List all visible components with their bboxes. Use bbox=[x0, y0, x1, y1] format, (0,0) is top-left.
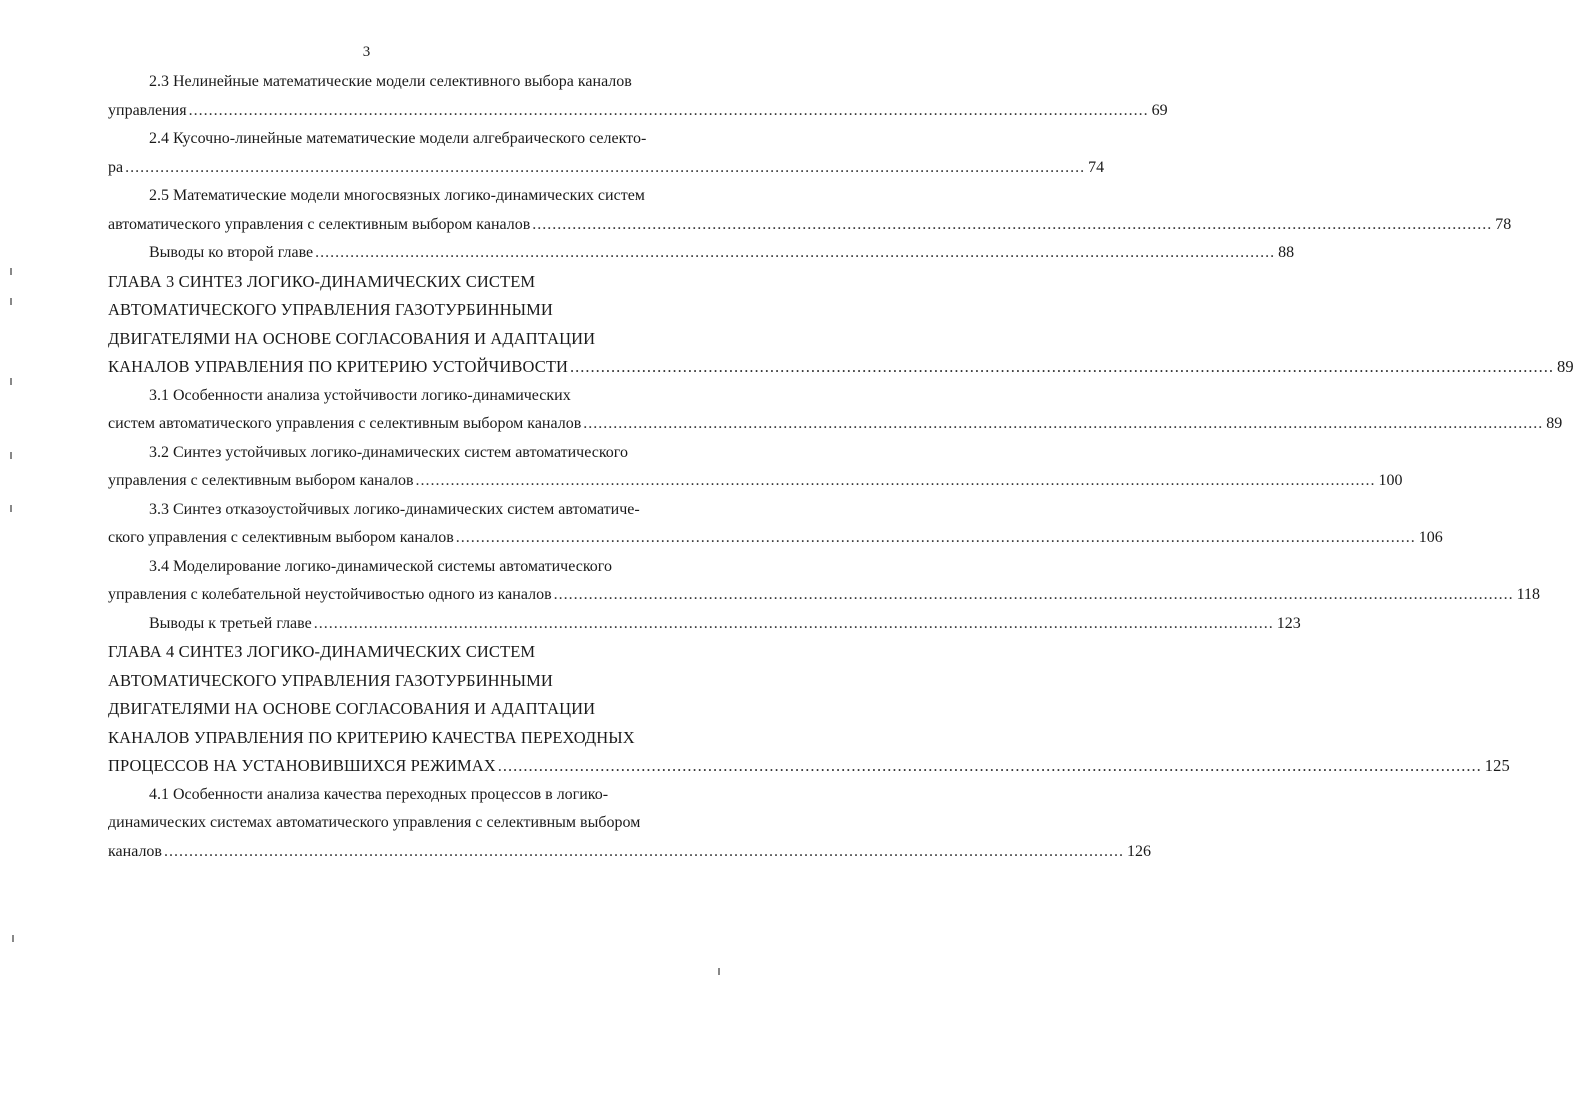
leader-dots: ................................................................................................................................................................................................ bbox=[497, 756, 1482, 775]
toc-entry-line: 2.5 Математические модели многосвязных логико-динамических систем bbox=[149, 187, 645, 204]
toc-entry-line: КАНАЛОВ УПРАВЛЕНИЯ ПО КРИТЕРИЮ КАЧЕСТВА ПЕРЕХОДНЫХ bbox=[108, 727, 635, 747]
toc-entry-line: 3.3 Синтез отказоустойчивых логико-динамических систем автоматиче- bbox=[149, 500, 640, 518]
toc-entry-line: АВТОМАТИЧЕСКОГО УПРАВЛЕНИЯ ГАЗОТУРБИННЫМИ bbox=[108, 300, 553, 319]
leader-dots: ................................................................................................................................................................................................ bbox=[583, 415, 1544, 432]
toc-entry-last-line bbox=[108, 838, 1151, 867]
toc-entry-conclusions-3[interactable] bbox=[108, 610, 1301, 639]
toc-entry-last-line bbox=[108, 154, 1105, 183]
toc-entry-line: ДВИГАТЕЛЯМИ НА ОСНОВЕ СОГЛАСОВАНИЯ И АДАПТАЦИИ bbox=[108, 699, 596, 718]
toc-page-number: 88 bbox=[1278, 244, 1295, 261]
toc-entry-line: управления с колебательной неустойчивостью одного из каналов bbox=[108, 586, 552, 603]
toc-page-number: 106 bbox=[1418, 529, 1443, 546]
leader-dots: ................................................................................................................................................................................................ bbox=[188, 101, 1149, 119]
toc-page-number: 118 bbox=[1516, 586, 1541, 603]
toc-entry-last-line bbox=[108, 581, 1541, 610]
toc-entry-line: систем автоматического управления с селективным выбором каналов bbox=[108, 415, 582, 432]
toc-entry-last-line bbox=[108, 211, 1512, 240]
scan-mark bbox=[10, 378, 12, 385]
toc-entry-line: Выводы ко второй главе bbox=[149, 244, 314, 261]
toc-page-number: 100 bbox=[1378, 472, 1403, 489]
toc-entry-line: ского управления с селективным выбором каналов bbox=[108, 529, 454, 546]
toc-entry-line: Выводы к третьей главе bbox=[149, 614, 312, 632]
scan-mark bbox=[10, 505, 12, 512]
leader-dots: ................................................................................................................................................................................................ bbox=[415, 472, 1376, 489]
toc-entry-chapter-3[interactable] bbox=[108, 268, 1574, 382]
toc-entry-last-line bbox=[108, 97, 1168, 126]
scan-mark bbox=[10, 452, 12, 459]
toc-page-number: 89 bbox=[1557, 357, 1574, 376]
scan-mark bbox=[10, 298, 12, 305]
toc-entry-line: 2.3 Нелинейные математические модели селективного выбора каналов bbox=[149, 73, 632, 90]
toc-entry-conclusions-2[interactable] bbox=[108, 239, 1295, 268]
toc-entry-last-line bbox=[108, 410, 1563, 439]
page-number: 3 bbox=[362, 44, 371, 60]
toc-entry-line: каналов bbox=[108, 842, 162, 860]
leader-dots: ................................................................................................................................................................................................ bbox=[315, 244, 1276, 261]
table-of-contents bbox=[108, 68, 1574, 866]
toc-entry-line: 4.1 Особенности анализа качества переходных процессов в логико- bbox=[149, 785, 609, 803]
toc-entry-3-4[interactable] bbox=[108, 553, 1541, 610]
toc-entry-line: ДВИГАТЕЛЯМИ НА ОСНОВЕ СОГЛАСОВАНИЯ И АДАПТАЦИИ bbox=[108, 328, 596, 348]
leader-dots: ................................................................................................................................................................................................ bbox=[455, 529, 1416, 546]
toc-entry-4-1[interactable] bbox=[108, 781, 1151, 867]
toc-entry-line: ГЛАВА 4 СИНТЕЗ ЛОГИКО-ДИНАМИЧЕСКИХ СИСТЕМ bbox=[108, 642, 536, 661]
toc-entry-line: управления с селективным выбором каналов bbox=[108, 472, 414, 489]
leader-dots: ................................................................................................................................................................................................ bbox=[553, 586, 1514, 603]
toc-entry-line: АВТОМАТИЧЕСКОГО УПРАВЛЕНИЯ ГАЗОТУРБИННЫМИ bbox=[108, 670, 553, 690]
toc-entry-line: ГЛАВА 3 СИНТЕЗ ЛОГИКО-ДИНАМИЧЕСКИХ СИСТЕМ bbox=[108, 271, 536, 291]
toc-page-number: 78 bbox=[1495, 215, 1512, 233]
leader-dots: ................................................................................................................................................................................................ bbox=[125, 158, 1086, 176]
toc-entry-line: автоматического управления с селективным выбором каналов bbox=[108, 215, 531, 233]
toc-entry-last-line bbox=[108, 610, 1301, 639]
toc-entry-last-line bbox=[108, 524, 1443, 553]
toc-entry-line: 2.4 Кусочно-линейные математические модели алгебраического селекто- bbox=[149, 130, 647, 147]
toc-entry-last-line bbox=[108, 353, 1574, 382]
leader-dots: ................................................................................................................................................................................................ bbox=[570, 357, 1555, 376]
toc-entry-2-5[interactable] bbox=[108, 182, 1512, 239]
toc-entry-line: управления bbox=[108, 101, 187, 119]
toc-entry-last-line bbox=[108, 467, 1403, 496]
toc-page-number: 126 bbox=[1126, 842, 1151, 860]
toc-entry-line: ра bbox=[108, 158, 124, 176]
toc-entry-2-3[interactable] bbox=[108, 68, 1168, 125]
toc-entry-last-line bbox=[108, 752, 1510, 781]
toc-entry-line: динамических системах автоматического управления с селективным выбором bbox=[108, 814, 641, 831]
toc-page-number: 69 bbox=[1151, 101, 1168, 119]
toc-entry-line: 3.2 Синтез устойчивых логико-динамических систем автоматического bbox=[149, 443, 628, 461]
toc-entry-last-line bbox=[108, 239, 1295, 268]
toc-entry-line: 3.1 Особенности анализа устойчивости логико-динамических bbox=[149, 386, 571, 404]
toc-page-number: 89 bbox=[1546, 415, 1563, 432]
toc-entry-2-4[interactable] bbox=[108, 125, 1105, 182]
toc-entry-3-3[interactable] bbox=[108, 496, 1443, 553]
toc-entry-3-1[interactable] bbox=[108, 382, 1563, 439]
leader-dots: ................................................................................................................................................................................................ bbox=[313, 614, 1274, 632]
toc-entry-line: ПРОЦЕССОВ НА УСТАНОВИВШИХСЯ РЕЖИМАХ bbox=[108, 756, 496, 775]
toc-entry-chapter-4[interactable] bbox=[108, 638, 1510, 781]
toc-page-number: 125 bbox=[1484, 756, 1510, 775]
toc-page-number: 74 bbox=[1088, 158, 1105, 176]
toc-entry-line: 3.4 Моделирование логико-динамической системы автоматического bbox=[149, 557, 612, 575]
scan-mark bbox=[10, 268, 12, 275]
leader-dots: ................................................................................................................................................................................................ bbox=[163, 842, 1124, 860]
scan-mark bbox=[718, 968, 720, 975]
toc-page-number: 123 bbox=[1276, 614, 1301, 632]
toc-entry-3-2[interactable] bbox=[108, 439, 1403, 496]
leader-dots: ................................................................................................................................................................................................ bbox=[532, 215, 1493, 233]
scan-mark bbox=[12, 935, 14, 942]
toc-entry-line: КАНАЛОВ УПРАВЛЕНИЯ ПО КРИТЕРИЮ УСТОЙЧИВОСТИ bbox=[108, 357, 569, 376]
